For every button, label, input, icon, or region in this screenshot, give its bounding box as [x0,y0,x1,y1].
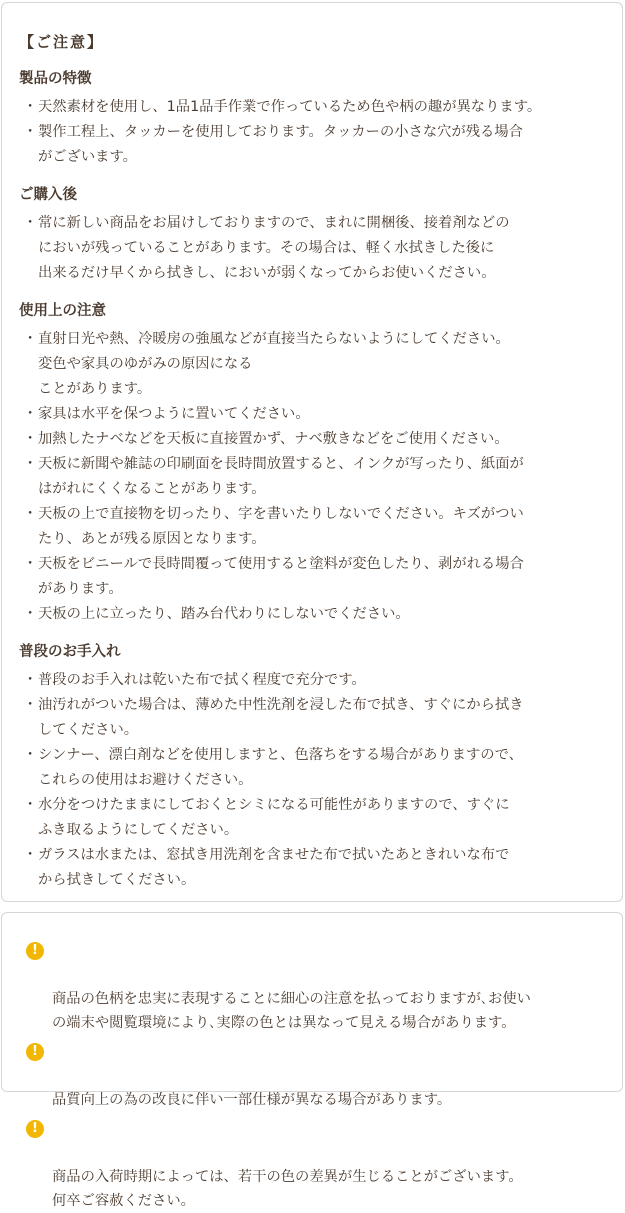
list-item: ・ ガラスは水または、窓拭き用洗剤を含ませた布で拭いたあときれいな布で から拭きしてください。 [19,843,625,893]
list-item: ・ 水分をつけたままにしておくとシミになる可能性がありますので、すぐに ふき取るようにしてください。 [19,793,625,843]
disclaimer-item: ! 品質向上の為の改良に伴い一部仕様が異なる場合があります。 [26,1040,625,1112]
bullet: ・ [23,99,38,115]
bullet: ・ [23,697,38,713]
bullet: ・ [23,506,38,522]
list-item: ・ 天板の上に立ったり、踏み台代わりにしないでください。 [19,602,625,627]
bullet: ・ [23,747,38,763]
bullet: ・ [23,672,38,688]
list-item: ・ 油汚れがついた場合は、薄めた中性洗剤を浸した布で拭き、すぐにから拭き してください。 [19,693,625,743]
warning-icon: ! [26,1043,44,1061]
disclaimer-item: ! 商品の入荷時期によっては、若干の色の差異が生じることがございます。 何卒ご容赦ください。 [26,1117,625,1213]
list-item: ・ 天板をビニールで長時間覆って使用すると塗料が変色したり、剥がれる場合 があります。 [19,552,625,602]
list-item: ・ 常に新しい商品をお届けしておりますので、まれに開梱後、接着剤などの においが残っていることがあります。その場合は、軽く水拭きした後に 出来るだけ早くから拭きし、においが弱くなってからお使いください。 [19,211,625,286]
list-item: ・ 製作工程上、タッカーを使用しております。タッカーの小さな穴が残る場合 がございます。 [19,120,625,170]
section-usage-notes [19,301,622,627]
bullet: ・ [23,797,38,813]
bullet: ・ [23,847,38,863]
disclaimer-item: ! 商品の色柄を忠実に表現することに細心の注意を払っておりますが､お使い の端末や閲覧環境により､実際の色とは異なって見える場合があります。 [26,939,625,1035]
bullet: ・ [23,456,38,472]
list-item: ・ 普段のお手入れは乾いた布で拭く程度で充分です。 [19,668,625,693]
bullet: ・ [23,215,38,231]
section-heading: 製品の特徴 [19,71,92,87]
bullet: ・ [23,431,38,447]
section-heading: 使用上の注意 [19,303,106,319]
notice-title: 【ご注意】 [19,33,105,51]
notice-box [1,2,623,902]
bullet: ・ [23,331,38,347]
list-item: ・ 天板の上で直接物を切ったり、字を書いたりしないでください。キズがつい たり、あとが残る原因となります。 [19,502,625,552]
section-heading: ご購入後 [19,187,77,203]
list-item: ・ 家具は水平を保つように置いてください。 [19,402,625,427]
list-item: ・ シンナー、漂白剤などを使用しますと、色落ちをする場合がありますので、 これらの使用はお避けください。 [19,743,625,793]
list-item: ・ 直射日光や熱、冷暖房の強風などが直接当たらないようにしてください。 変色や家具のゆがみの原因になる ことがあります。 [19,327,625,402]
section-heading: 普段のお手入れ [19,644,121,660]
section-daily-care [19,642,622,893]
bullet: ・ [23,556,38,572]
warning-icon: ! [26,1120,44,1138]
list-item: ・ 天然素材を使用し、1品1品手作業で作っているため色や柄の趣が異なります。 [19,95,625,120]
list-item: ・ 加熱したナベなどを天板に直接置かず、ナベ敷きなどをご使用ください。 [19,427,625,452]
section-after-purchase [19,185,622,286]
bullet: ・ [23,124,38,140]
warning-icon: ! [26,942,44,960]
section-features [19,69,622,170]
disclaimer-box [1,912,623,1209]
list-item: ・ 天板に新聞や雑誌の印刷面を長時間放置すると、インクが写ったり、紙面が はがれにくくなることがあります。 [19,452,625,502]
bullet: ・ [23,606,38,622]
bullet: ・ [23,406,38,422]
